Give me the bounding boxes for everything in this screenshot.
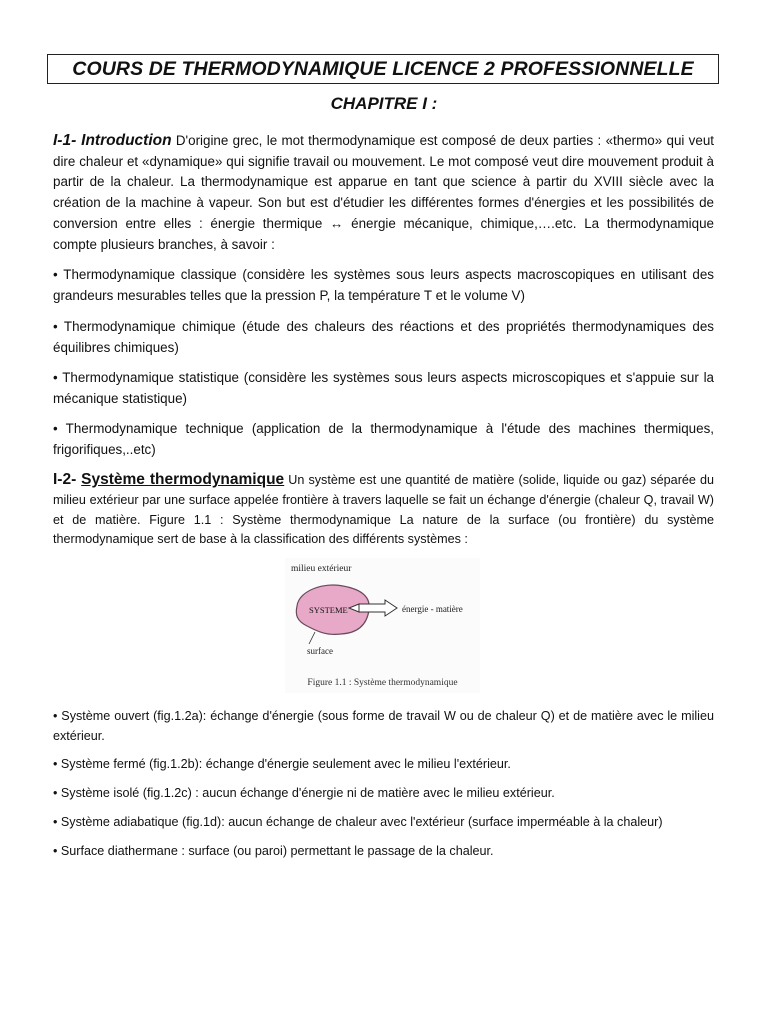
system-paragraph (53, 470, 714, 550)
system-text: Un système est une quantité de matière (solide, liquide ou gaz) séparée du milieu extérieur par une surface appelée frontière à travers laquelle se fait un échange d'énergie (chaleur Q, travail W) et de matière. Figure 1.1 : Système thermodynamique La nature de la surface (ou frontière) du système thermodynamique sert de base à la classification des différents systèmes : (53, 473, 714, 547)
branch-technique: • Thermodynamique technique (application de la thermodynamique à l'étude des machines thermiques, frigorifiques,..etc) (53, 421, 714, 457)
surface-pointer (309, 632, 315, 644)
label-milieu-exterieur: milieu extérieur (291, 564, 352, 574)
branch-chimique: • Thermodynamique chimique (étude des chaleurs des réactions et des propriétés thermodynamiques des équilibres chimiques) (53, 319, 714, 355)
system-type-ferme: • Système fermé (fig.1.2b): échange d'énergie seulement avec le milieu l'extérieur. (53, 757, 511, 771)
system-heading (53, 471, 284, 488)
system-type-isole: • Système isolé (fig.1.2c) : aucun échange d'énergie ni de matière avec le milieu extérieur. (53, 786, 555, 800)
surface-diathermane: • Surface diathermane : surface (ou paroi) permettant le passage de la chaleur. (53, 844, 494, 858)
branch-statistique: • Thermodynamique statistique (considère les systèmes sous leurs aspects microscopiques et s'appuie sur la mécanique statistique) (53, 370, 714, 406)
intro-text: D'origine grec, le mot thermodynamique est composé de deux parties : «thermo» qui veut dire chaleur et «dynamique» qui signifie travail ou mouvement. Le mot composé veut dire mouvement produit à partir de la chaleur. La thermodynamique est apparue en tant que science à partir du XVIII siècle avec la création de la machine à vapeur. Son but est d'étudier les différentes formes d'énergies et les possibilités de conversion entre elles : énergie thermique ↔ énergie mécanique, chimique,….etc. La thermodynamique compte plusieurs branches, à savoir : (53, 133, 714, 252)
system-type-ouvert: • Système ouvert (fig.1.2a): échange d'énergie (sous forme de travail W ou de chaleur Q) et de matière avec le milieu extérieur. (53, 709, 714, 743)
system-type-adiabatique: • Système adiabatique (fig.1d): aucun échange de chaleur avec l'extérieur (surface imperméable à la chaleur) (53, 815, 663, 829)
figure-systeme-thermodynamique (285, 558, 480, 693)
course-title: COURS DE THERMODYNAMIQUE LICENCE 2 PROFESSIONNELLE (47, 54, 719, 84)
chapter-title: CHAPITRE I : (330, 94, 438, 113)
intro-paragraph (53, 131, 714, 255)
label-surface: surface (307, 646, 333, 656)
figure-caption: Figure 1.1 : Système thermodynamique (307, 678, 458, 688)
label-systeme: SYSTEME (309, 605, 348, 615)
system-heading-title: Système thermodynamique (81, 471, 285, 488)
intro-heading: I-1- Introduction (53, 132, 172, 149)
figure-drawing (285, 558, 480, 693)
branch-classique: • Thermodynamique classique (considère les systèmes sous leurs aspects macroscopiques en utilisant des grandeurs mesurables telles que la pression P, la température T et le volume V) (53, 267, 714, 303)
label-energie-matiere: énergie - matière (402, 604, 463, 614)
system-heading-prefix: I-2- (53, 471, 82, 488)
